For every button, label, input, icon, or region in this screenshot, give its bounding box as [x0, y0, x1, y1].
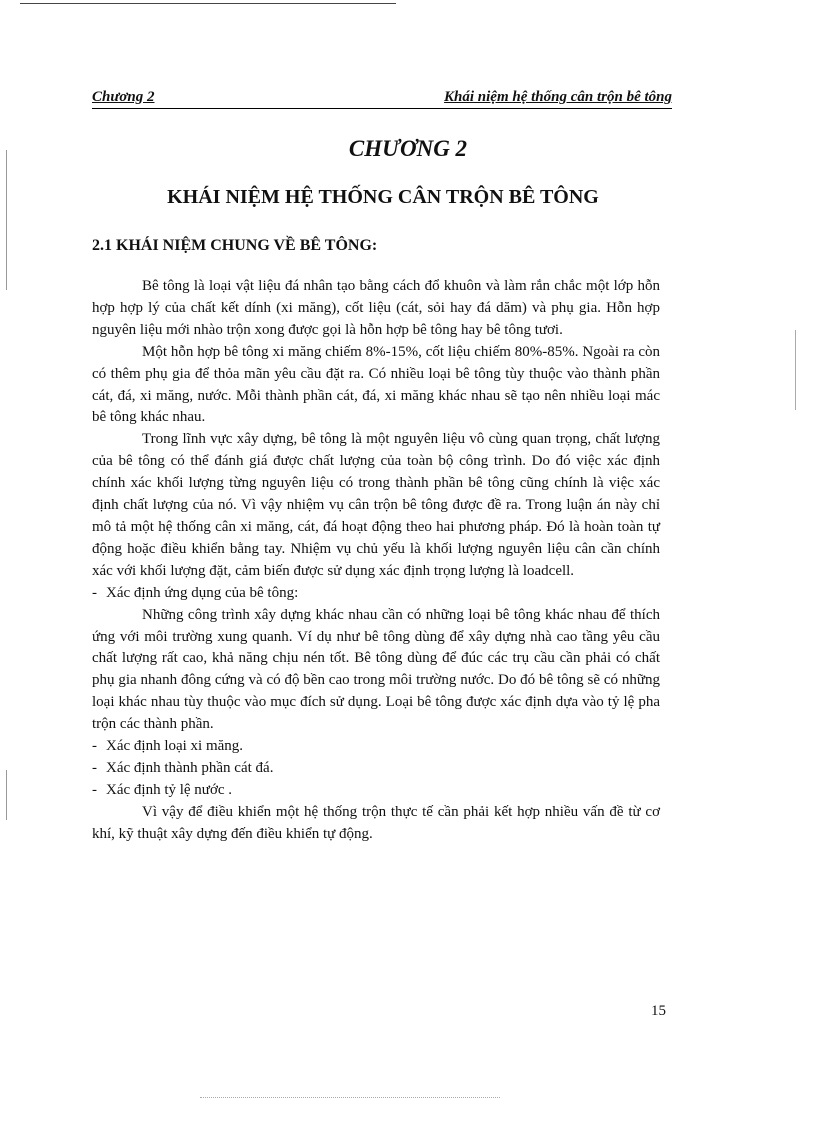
- paragraph: Bê tông là loại vật liệu đá nhân tạo bằng cách đổ khuôn và làm rắn chắc một lớp hỗn hợp hợp lý của chất kết dính (xi măng), cốt liệu (cát, sỏi hay đá dăm) và phụ gia. Hỗn hợp nguyên liệu mới nhào trộn xong được gọi là hỗn hợp bê tông hay bê tông tươi.: [92, 278, 660, 338]
- section-title: 2.1 KHÁI NIỆM CHUNG VỀ BÊ TÔNG:: [92, 237, 378, 254]
- running-header: [92, 88, 672, 109]
- scan-bottom-rule: [200, 1097, 500, 1098]
- bullet-item: [92, 780, 660, 802]
- bullet-dash: -: [92, 781, 97, 798]
- scan-edge-mark: [6, 770, 7, 820]
- bullet-text: Xác định loại xi măng.: [106, 738, 244, 755]
- bullet-item: [92, 758, 660, 780]
- bullet-text: Xác định thành phần cát đá.: [106, 759, 274, 776]
- paragraph: Những công trình xây dựng khác nhau cần có những loại bê tông khác nhau để thích ứng với môi trường xung quanh. Ví dụ như bê tông dùng để xây dựng nhà cao tầng yêu cầu chất lượng rất cao, khả năng chịu nén tốt. Bê tông dùng để đúc các trụ cầu cần phải có chất phụ gia nhanh đông cứng và có độ bền cao trong môi trường nước. Do đó bê tông sẽ có những loại khác nhau tùy thuộc vào mục đích sử dụng. Loại bê tông được xác định dựa vào tỷ lệ pha trộn các thành phần.: [92, 606, 660, 733]
- scan-edge-mark: [795, 330, 796, 410]
- paragraph: Trong lĩnh vực xây dựng, bê tông là một nguyên liệu vô cùng quan trọng, chất lượng của bê tông có thể đánh giá được chất lượng của toàn bộ công trình. Do đó việc xác định chính xác khối lượng từng nguyên liệu có trong thành phần bê tông cũng chính là việc xác định chất lượng của nó. Vì vậy nhiệm vụ cân trộn bê tông được đề ra. Trong luận án này chỉ mô tả một hệ thống cân xi măng, cát, đá hoạt động theo hai phương pháp. Đó là hoàn toàn tự động hoặc điều khiển bằng tay. Nhiệm vụ chủ yếu là khối lượng nguyên liệu cân cần chính xác với khối lượng đặt, cảm biến được sử dụng xác định trọng lượng là loadcell.: [92, 431, 660, 579]
- bullet-item: [92, 583, 660, 605]
- bullet-dash: -: [92, 738, 97, 755]
- bullet-item: [92, 736, 660, 758]
- bullet-text: Xác định ứng dụng của bê tông:: [106, 584, 299, 601]
- paragraph: Một hỗn hợp bê tông xi măng chiếm 8%-15%, cốt liệu chiếm 80%-85%. Ngoài ra còn có thêm phụ gia để thỏa mãn yêu cầu đặt ra. Có nhiều loại bê tông tùy thuộc vào thành phần cát, đá, xi măng, nước. Mỗi thành phần cát, đá, xi măng khác nhau sẽ tạo nên nhiều loại mác bê tông khác nhau.: [92, 343, 660, 426]
- body-text: [92, 276, 660, 846]
- header-chapter-title: Khái niệm hệ thống cân trộn bê tông: [444, 89, 672, 105]
- header-chapter: Chương 2: [92, 89, 155, 105]
- scan-edge-mark: [6, 150, 7, 290]
- bullet-dash: -: [92, 584, 97, 601]
- page-number: 15: [651, 1003, 666, 1019]
- paragraph: Vì vậy để điều khiển một hệ thống trộn thực tế cần phải kết hợp nhiều vấn đề từ cơ khí, kỹ thuật xây dựng đến điều khiển tự động.: [92, 803, 660, 842]
- chapter-number: CHƯƠNG 2: [348, 136, 468, 161]
- chapter-title: KHÁI NIỆM HỆ THỐNG CÂN TRỘN BÊ TÔNG: [167, 186, 599, 208]
- scan-top-rule: [20, 3, 396, 4]
- bullet-dash: -: [92, 759, 97, 776]
- bullet-text: Xác định tỷ lệ nước .: [106, 781, 233, 798]
